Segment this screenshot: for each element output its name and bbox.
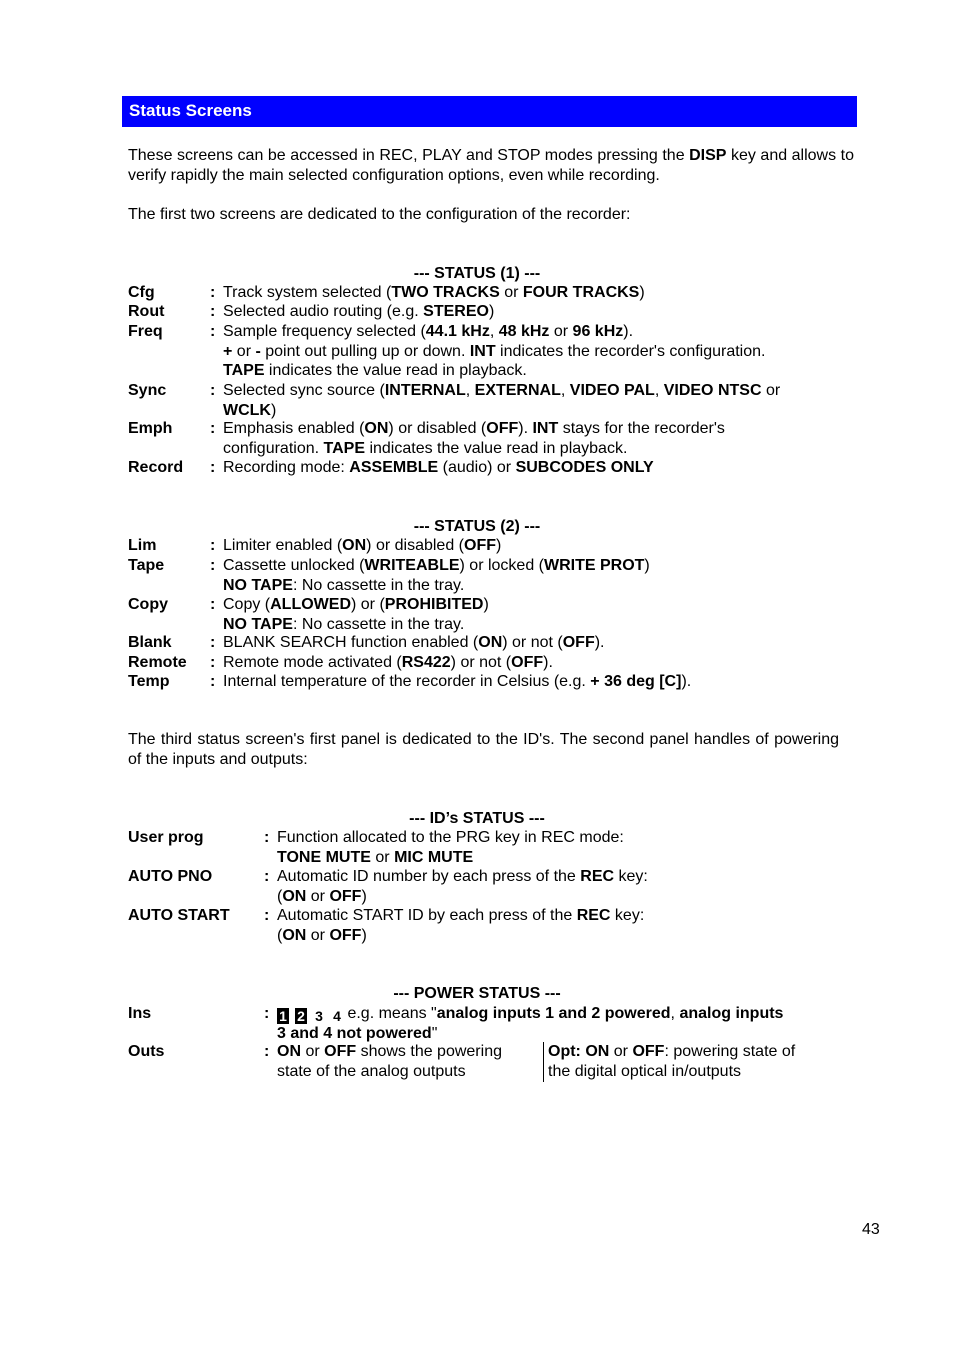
input-2-powered-icon: 2 [295, 1008, 307, 1024]
input-indicators-icon [277, 1008, 343, 1024]
status2-title: --- STATUS (2) --- [413, 518, 541, 535]
input-1-powered-icon: 1 [277, 1008, 289, 1024]
ids-title: --- ID’s STATUS --- [409, 810, 545, 827]
column-divider [543, 1042, 544, 1082]
cfg-label: Cfg [128, 284, 155, 301]
section-header [122, 96, 857, 127]
intro-paragraph: These screens can be accessed in REC, PLAY and STOP modes pressing the DISP key and allows to verify rapidly the main selected configuration options, even while recording. [128, 147, 854, 184]
cfg-text: Track system selected (TWO TRACKS or FOUR TRACKS) [223, 284, 645, 301]
section-title: Status Screens [129, 101, 252, 120]
third-paragraph: The third status screen's first panel is dedicated to the ID's. The second panel handles of powering of the inputs and outputs: [128, 731, 839, 768]
input-4-unpowered-icon: 4 [333, 1008, 341, 1024]
intro-paragraph-2: The first two screens are dedicated to the configuration of the recorder: [128, 206, 631, 223]
input-3-unpowered-icon: 3 [315, 1008, 323, 1024]
status1-title: --- STATUS (1) --- [413, 265, 541, 282]
page-number: 43 [862, 1221, 880, 1238]
power-title: --- POWER STATUS --- [393, 985, 561, 1002]
